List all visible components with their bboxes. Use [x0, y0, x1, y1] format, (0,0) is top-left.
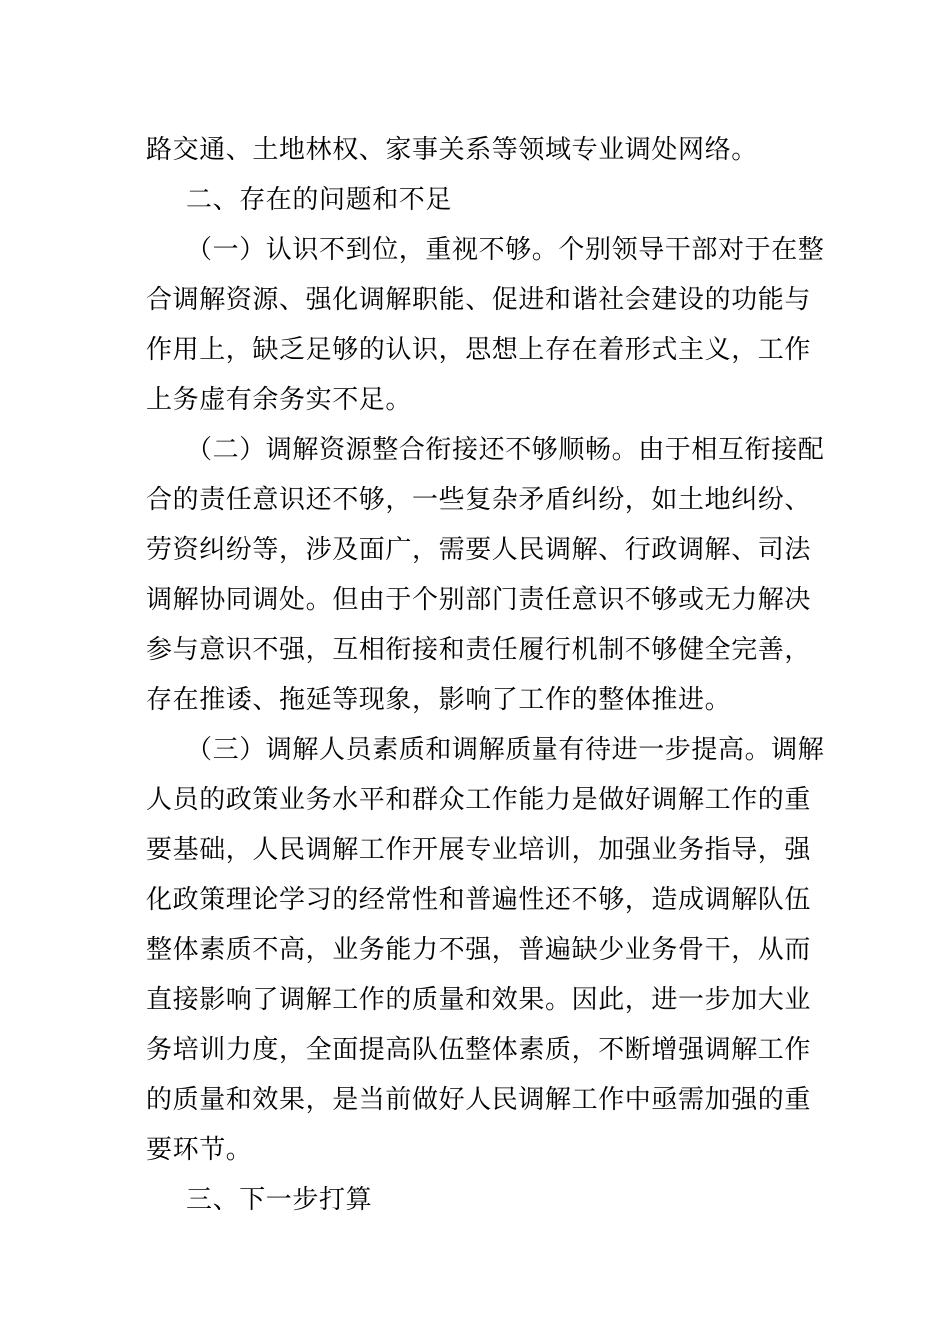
text-line: 直接影响了调解工作的质量和效果。因此，进一步加大业 — [146, 985, 812, 1015]
text-line: （二）调解资源整合衔接还不够顺畅。由于相互衔接配 — [186, 435, 825, 465]
text-line: 的质量和效果，是当前做好人民调解工作中亟需加强的重 — [146, 1085, 812, 1115]
text-line: 作用上，缺乏足够的认识，思想上存在着形式主义，工作 — [146, 335, 812, 365]
text-line: 人员的政策业务水平和群众工作能力是做好调解工作的重 — [146, 785, 812, 815]
text-line: 要基础，人民调解工作开展专业培训，加强业务指导，强 — [146, 835, 812, 865]
text-line: 调解协同调处。但由于个别部门责任意识不够或无力解决 — [146, 585, 812, 615]
text-line: 合的责任意识还不够，一些复杂矛盾纠纷，如土地纠纷、 — [146, 485, 812, 515]
text-line: 路交通、土地林权、家事关系等领域专业调处网络。 — [146, 135, 758, 165]
text-line: 整体素质不高，业务能力不强，普遍缺少业务骨干，从而 — [146, 935, 812, 965]
text-line: 劳资纠纷等，涉及面广，需要人民调解、行政调解、司法 — [146, 535, 812, 565]
text-line: 化政策理论学习的经常性和普遍性还不够，造成调解队伍 — [146, 885, 812, 915]
text-line: 务培训力度，全面提高队伍整体素质，不断增强调解工作 — [146, 1035, 812, 1065]
text-line: 合调解资源、强化调解职能、促进和谐社会建设的功能与 — [146, 285, 812, 315]
section-heading: 二、存在的问题和不足 — [186, 185, 453, 215]
text-line: （三）调解人员素质和调解质量有待进一步提高。调解 — [186, 735, 825, 765]
text-line: 存在推诿、拖延等现象，影响了工作的整体推进。 — [146, 685, 732, 715]
text-line: （一）认识不到位，重视不够。个别领导干部对于在整 — [186, 235, 825, 265]
text-line: 要环节。 — [146, 1135, 253, 1165]
text-line: 上务虚有余务实不足。 — [146, 385, 413, 415]
text-line: 参与意识不强，互相衔接和责任履行机制不够健全完善， — [146, 635, 812, 665]
section-heading: 三、下一步打算 — [186, 1185, 373, 1215]
